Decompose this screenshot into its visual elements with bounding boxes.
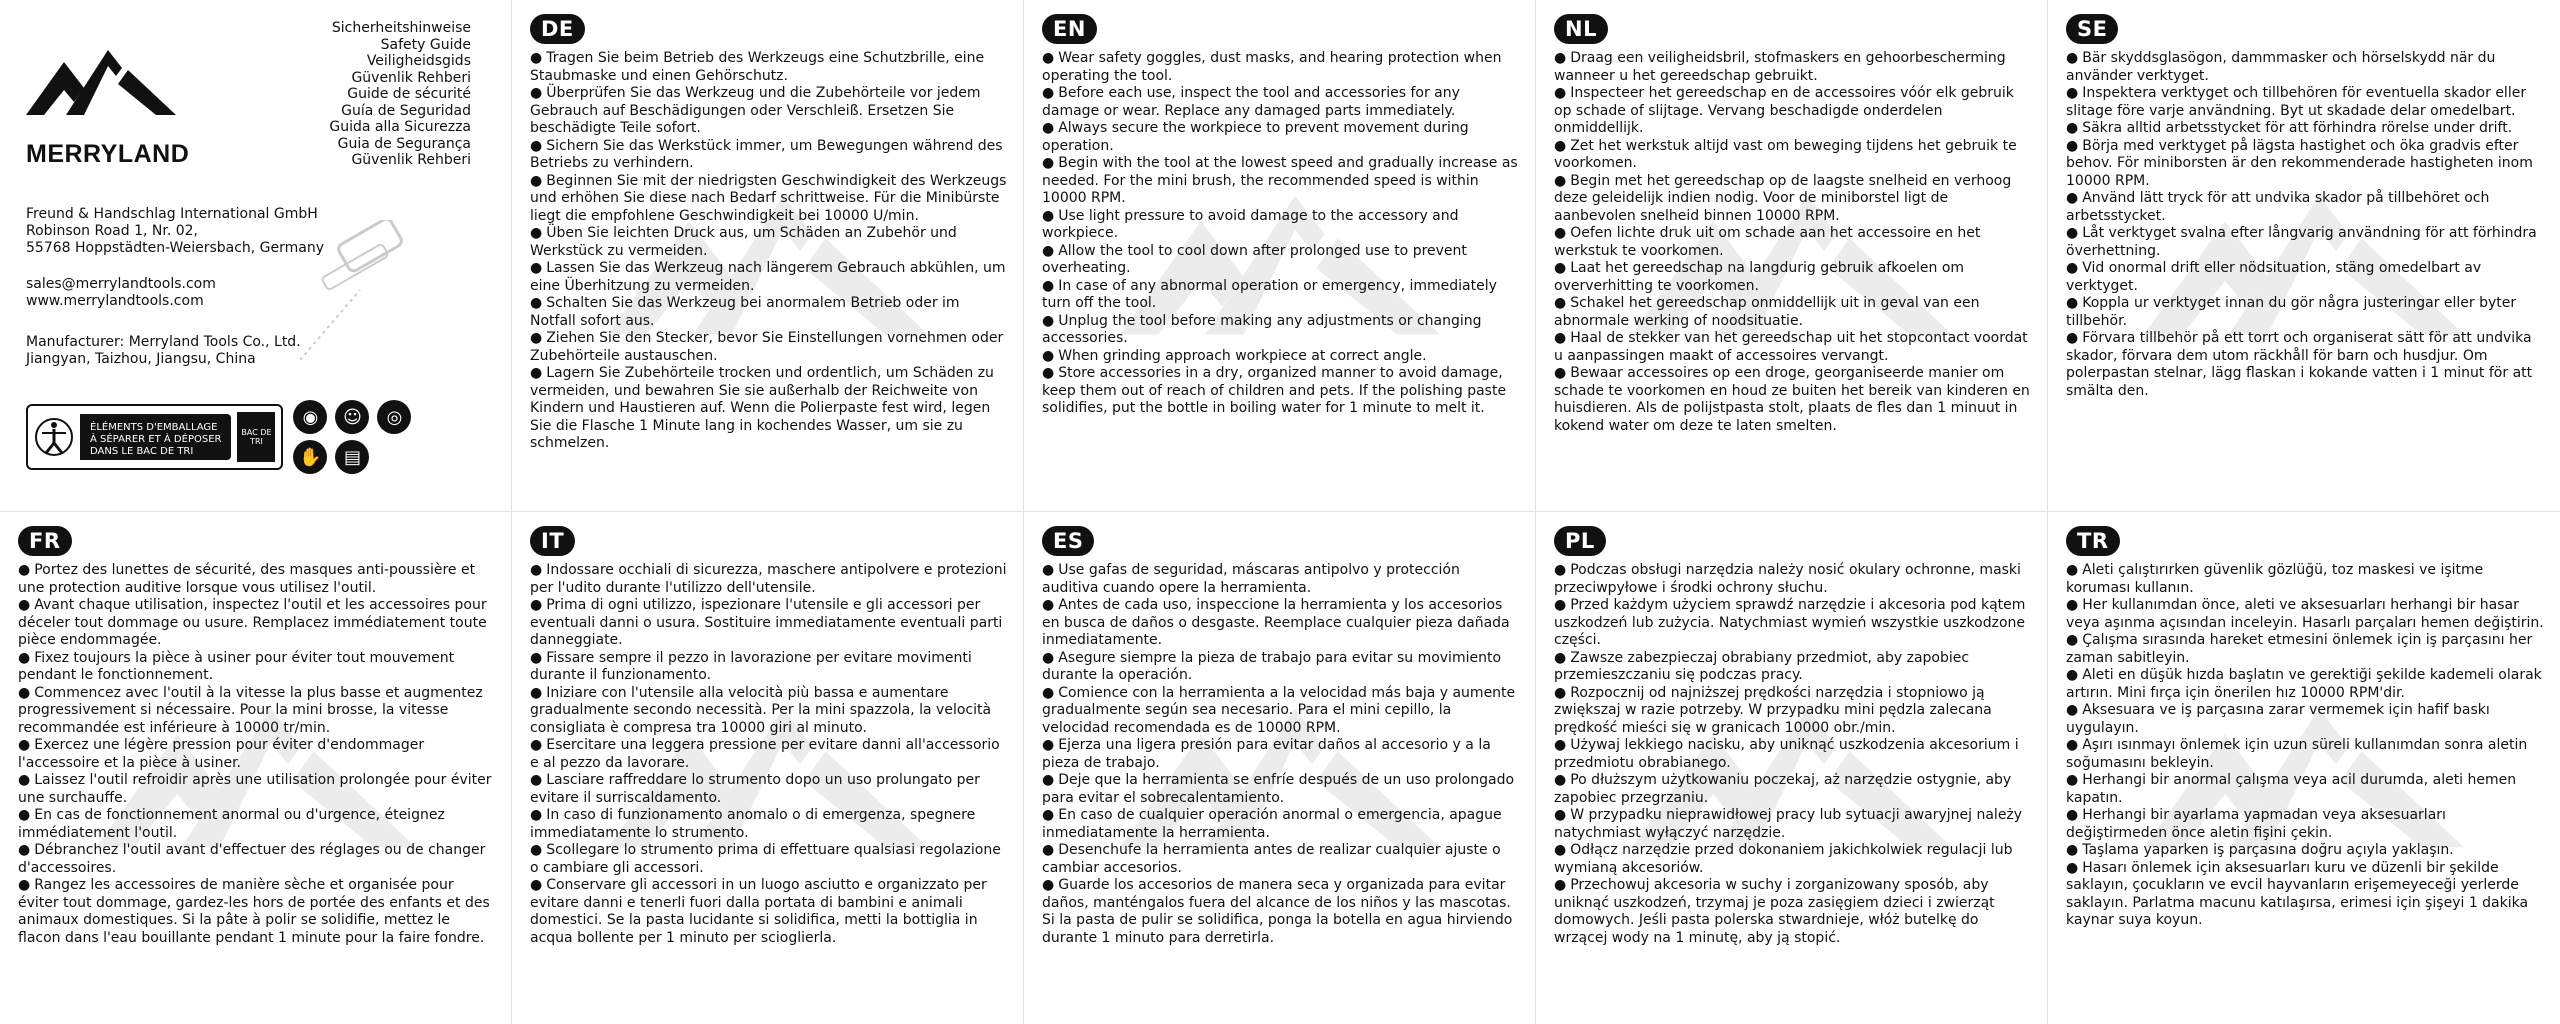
wear-ear-protection-icon: ◎ [377,400,411,434]
safety-item: ● Iniziare con l'utensile alla velocità più bassa e aumentare gradualmente secondo necessità. Per la mini spazzola, la velocità consigliata è compresa tra 10000 giri al minuto. [530,685,1007,738]
safety-item: ● Haal de stekker van het gereedschap uit het stopcontact voordat u aanpassingen maakt of accessoires vervangt. [1554,330,2031,365]
packaging-instructions [80,414,231,460]
safety-item: ● Lasciare raffreddare lo strumento dopo un uso prolungato per evitare il surriscaldamento. [530,772,1007,807]
ppe-symbols [293,400,413,474]
safety-item: ● Draag een veiligheidsbril, stofmaskers en gehoorbescherming wanneer u het gereedschap gebruikt. [1554,50,2031,85]
safety-item: ● Débranchez l'outil avant d'effectuer des réglages ou de changer d'accessoires. [18,842,495,877]
address-line: Freund & Handschlag International GmbH [26,206,318,222]
safety-item: ● Låt verktyget svalna efter långvarig användning för att förhindra överhettning. [2066,225,2544,260]
safety-item: ● Antes de cada uso, inspeccione la herramienta y los accesorios en busca de daños o desgaste. Reemplace cualquier pieza dañada inmediatamente. [1042,597,1519,650]
address-line: Robinson Road 1, Nr. 02, [26,223,198,239]
safety-item: ● Zawsze zabezpieczaj obrabiany przedmiot, aby zapobiec przemieszczaniu się podczas pracy. [1554,650,2031,685]
safety-item: ● Use light pressure to avoid damage to the accessory and workpiece. [1042,208,1519,243]
safety-item: ● Oefen lichte druk uit om schade aan het accessoire en het werkstuk te voorkomen. [1554,225,2031,260]
safety-item: ● Always secure the workpiece to prevent movement during operation. [1042,120,1519,155]
safety-item: ● Rozpocznij od najniższej prędkości narzędzia i stopniowo ją zwiększaj w razie potrzeby. W przypadku mini pędzla zalecana prędkość mieści się w granicach 10000 obr./min. [1554,685,2031,738]
language-badge: EN [1042,14,1097,44]
guide-title: Güvenlik Rehberi [351,152,471,168]
safety-item: ● Fixez toujours la pièce à usiner pour éviter tout mouvement pendant le fonctionnement. [18,650,495,685]
language-badge: DE [530,14,585,44]
guide-title: Guida alla Sicurezza [329,119,471,135]
safety-item: ● Indossare occhiali di sicurezza, maschere antipolvere e protezioni per l'udito durante l'utilizzo dell'utensile. [530,562,1007,597]
website-text: www.merrylandtools.com [26,293,204,309]
packaging-line: ÉLÉMENTS D'EMBALLAGE [90,422,218,433]
safety-item: ● Fissare sempre il pezzo in lavorazione per evitare movimenti durante il funzionamento. [530,650,1007,685]
safety-item: ● Używaj lekkiego nacisku, aby uniknąć uszkodzenia akcesorium i przedmiotu obrabianego. [1554,737,2031,772]
read-manual-icon: ▤ [335,440,369,474]
address-line: 55768 Hoppstädten-Weiersbach, Germany [26,240,325,256]
safety-item: ● Scollegare lo strumento prima di effettuare qualsiasi regolazione o cambiare gli accessori. [530,842,1007,877]
safety-item: ● Desenchufe la herramienta antes de realizar cualquier ajuste o cambiar accesorios. [1042,842,1519,877]
safety-item: ● Laat het gereedschap na langdurig gebruik afkoelen om oververhitting te voorkomen. [1554,260,2031,295]
guide-title: Sicherheitshinweise [331,20,471,36]
sorting-bin-icon: BAC DE TRI [237,412,275,462]
guide-title: Guía de Seguridad [341,102,471,119]
safety-item: ● Rangez les accessoires de manière sèche et organisée pour éviter tout dommage, gardez-les hors de portée des enfants et des animaux domestiques. Si la pâte à polir se solidifie, mettez le flacon dans l'eau bouillante pendant 1 minute pour la faire fondre. [18,877,495,947]
manufacturer-line: Jiangyan, Taizhou, Jiangsu, China [26,351,256,367]
safety-list [1042,50,1519,418]
safety-item: ● Taşlama yaparken iş parçasına doğru açıyla yaklaşın. [2066,842,2544,860]
safety-list [530,562,1007,947]
section-es [1024,512,1536,1024]
language-badge: FR [18,526,72,556]
safety-list [1554,562,2031,947]
section-it [512,512,1024,1024]
packaging-line: À SÉPARER ET À DÉPOSER [90,434,222,445]
safety-item: ● Aleti en düşük hızda başlatın ve gerektiği şekilde kademeli olarak artırın. Mini fırça için önerilen hız 10000 RPM'dir. [2066,667,2544,702]
safety-item: ● Überprüfen Sie das Werkzeug und die Zubehörteile vor jedem Gebrauch auf Beschädigungen oder Verschleiß. Ersetzen Sie beschädigte Teile sofort. [530,85,1007,138]
safety-item: ● Her kullanımdan önce, aleti ve aksesuarları herhangi bir hasar veya aşınma açısından inceleyin. Hasarlı parçaları hemen değiştirin. [2066,597,2544,632]
safety-item: ● Schalten Sie das Werkzeug bei anormalem Betrieb oder im Notfall sofort aus. [530,295,1007,330]
safety-item: ● Vid onormal drift eller nödsituation, stäng omedelbart av verktyget. [2066,260,2544,295]
safety-item: ● Commencez avec l'outil à la vitesse la plus basse et augmentez progressivement si nécessaire. Pour la mini brosse, la vitesse recommandée est inférieure à 10000 tr/min. [18,685,495,738]
safety-list [18,562,495,947]
safety-item: ● Beginnen Sie mit der niedrigsten Geschwindigkeit des Werkzeugs und erhöhen Sie diese nach Bedarf schrittweise. Für die Minibürste liegt die empfohlene Geschwindigkeit bei 10000 U/min. [530,173,1007,226]
section-tr [2048,512,2560,1024]
safety-item: ● Inspektera verktyget och tillbehören för eventuella skador eller slitage före varje användning. Byt ut skadade delar omedelbart. [2066,85,2544,120]
safety-item: ● Sichern Sie das Werkstück immer, um Bewegungen während des Betriebs zu verhindern. [530,138,1007,173]
safety-item: ● Conservare gli accessori in un luogo asciutto e organizzato per evitare danni e tenerli fuori dalla portata di bambini e animali domestici. Se la pasta lucidante si solidifica, metti la bottiglia in acqua bollente per 1 minuto per scioglierla. [530,877,1007,947]
safety-item: ● Podczas obsługi narzędzia należy nosić okulary ochronne, maski przeciwpyłowe i środki ochrony słuchu. [1554,562,2031,597]
safety-item: ● Säkra alltid arbetsstycket för att förhindra rörelse under drift. [2066,120,2544,138]
safety-item: ● En cas de fonctionnement anormal ou d'urgence, éteignez immédiatement l'outil. [18,807,495,842]
safety-item: ● Hasarı önlemek için aksesuarları kuru ve düzenli bir şekilde saklayın, çocukların ve evcil hayvanların erişemeyeceği yerlerde saklayın. Parlatma macunu katılaşırsa, erimesi için şişeyi 1 dakika kaynar suya koyun. [2066,860,2544,930]
safety-item: ● Przechowuj akcesoria w suchy i zorganizowany sposób, aby uniknąć uszkodzeń, trzymaj je poza zasięgiem dzieci i zwierząt domowych. Jeśli pasta polerska stwardnieje, włóż butelkę do wrzącej wody na 1 minutę, aby ją stopić. [1554,877,2031,947]
safety-item: ● Store accessories in a dry, organized manner to avoid damage, keep them out of reach of children and pets. If the polishing paste solidifies, put the bottle in boiling water for 1 minute to melt it. [1042,365,1519,418]
guide-title: Guia de Segurança [337,135,471,152]
safety-list [530,50,1007,453]
safety-item: ● Zet het werkstuk altijd vast om beweging tijdens het gebruik te voorkomen. [1554,138,2031,173]
safety-item: ● Herhangi bir anormal çalışma veya acil durumda, aleti hemen kapatın. [2066,772,2544,807]
safety-item: ● Prima di ogni utilizzo, ispezionare l'utensile e gli accessori per eventuali danni o usura. Sostituire immediatamente eventuali parti danneggiate. [530,597,1007,650]
safety-item: ● Börja med verktyget på lägsta hastighet och öka gradvis efter behov. För miniborsten är den rekommenderade hastigheten inom 10000 RPM. [2066,138,2544,191]
importer-address [26,206,324,257]
manufacturer-line: Manufacturer: Merryland Tools Co., Ltd. [26,334,301,350]
section-fr [0,512,512,1024]
safety-item: ● Avant chaque utilisation, inspectez l'outil et les accessoires pour déceler tout dommage ou usure. Remplacez immédiatement toute pièce endommagée. [18,597,495,650]
triman-recycling-label [26,404,283,470]
section-pl [1536,512,2048,1024]
safety-item: ● Çalışma sırasında hareket etmesini önlemek için iş parçasını her zaman sabitleyin. [2066,632,2544,667]
safety-list [1042,562,1519,947]
safety-item: ● Koppla ur verktyget innan du gör några justeringar eller byter tillbehör. [2066,295,2544,330]
safety-item: ● Aksesuara ve iş parçasına zarar vermemek için hafif baskı uygulayın. [2066,702,2544,737]
safety-item: ● Esercitare una leggera pressione per evitare danni all'accessorio e al pezzo da lavorare. [530,737,1007,772]
section-se [2048,0,2560,512]
safety-item: ● Aşırı ısınmayı önlemek için uzun süreli kullanımdan sonra aletin soğumasını bekleyin. [2066,737,2544,772]
safety-item: ● Förvara tillbehör på ett torrt och organiserat sätt för att undvika skador, förvara dem utom räckhåll för barn och husdjur. Om polerpastan stelnar, lägg flaskan i kokande vatten i 1 minut för att smälta den. [2066,330,2544,400]
language-badge: NL [1554,14,1608,44]
safety-item: ● Schakel het gereedschap onmiddellijk uit in geval van een abnormale werking of noodsituatie. [1554,295,2031,330]
email-text: sales@merrylandtools.com [26,276,216,292]
safety-item: ● Ejerza una ligera presión para evitar daños al accesorio y a la pieza de trabajo. [1042,737,1519,772]
packaging-line: DANS LE BAC DE TRI [90,446,194,457]
section-de [512,0,1024,512]
language-badge: TR [2066,526,2120,556]
guide-titles [329,20,471,169]
contact-info [26,276,216,310]
safety-item: ● Exercez une légère pression pour éviter d'endommager l'accessoire et la pièce à usiner. [18,737,495,772]
safety-item: ● Before each use, inspect the tool and accessories for any damage or wear. Replace any damaged parts immediately. [1042,85,1519,120]
safety-list [2066,50,2544,400]
triman-icon [34,415,74,459]
safety-item: ● Allow the tool to cool down after prolonged use to prevent overheating. [1042,243,1519,278]
section-nl [1536,0,2048,512]
section-en [1024,0,1536,512]
safety-item: ● Tragen Sie beim Betrieb des Werkzeugs eine Schutzbrille, eine Staubmaske und einen Gehörschutz. [530,50,1007,85]
safety-item: ● Inspecteer het gereedschap en de accessoires vóór elk gebruik op schade of slijtage. Vervang beschadigde onderdelen onmiddellijk. [1554,85,2031,138]
safety-item: ● Bär skyddsglasögon, dammmasker och hörselskydd när du använder verktyget. [2066,50,2544,85]
safety-item: ● Wear safety goggles, dust masks, and hearing protection when operating the tool. [1042,50,1519,85]
safety-item: ● Deje que la herramienta se enfríe después de un uso prolongado para evitar el sobrecalentamiento. [1042,772,1519,807]
safety-item: ● Comience con la herramienta a la velocidad más baja y aumente gradualmente según sea necesario. Para el mini cepillo, la velocidad recomendada es de 10000 RPM. [1042,685,1519,738]
wear-gloves-icon: ✋ [293,440,327,474]
brand-name: MERRYLAND [26,140,190,168]
manufacturer-info [26,334,301,368]
safety-item: ● W przypadku nieprawidłowej pracy lub sytuacji awaryjnej należy natychmiast wyłączyć narzędzie. [1554,807,2031,842]
safety-item: ● Use gafas de seguridad, máscaras antipolvo y protección auditiva cuando opere la herramienta. [1042,562,1519,597]
safety-item: ● Portez des lunettes de sécurité, des masques anti-poussière et une protection auditive lorsque vous utilisez l'outil. [18,562,495,597]
safety-item: ● In caso di funzionamento anomalo o di emergenza, spegnere immediatamente lo strumento. [530,807,1007,842]
safety-item: ● Ziehen Sie den Stecker, bevor Sie Einstellungen vornehmen oder Zubehörteile austauschen. [530,330,1007,365]
mountain-logo-icon [26,40,176,140]
safety-item: ● Przed każdym użyciem sprawdź narzędzie i akcesoria pod kątem uszkodzeń lub zużycia. Natychmiast wymień wszystkie uszkodzone części. [1554,597,2031,650]
wear-goggles-icon: ◉ [293,400,327,434]
language-badge: PL [1554,526,1606,556]
wear-mask-icon: ☺ [335,400,369,434]
guide-title: Guide de sécurité [347,86,471,102]
safety-item: ● Üben Sie leichten Druck aus, um Schäden an Zubehör und Werkstück zu vermeiden. [530,225,1007,260]
guide-title: Güvenlik Rehberi [351,69,471,86]
safety-item: ● Herhangi bir ayarlama yapmadan veya aksesuarları değiştirmeden önce aletin fişini çekin. [2066,807,2544,842]
guide-title: Veiligheidsgids [366,53,471,69]
safety-list [1554,50,2031,435]
safety-item: ● Begin with the tool at the lowest speed and gradually increase as needed. For the mini brush, the recommended speed is within 10000 RPM. [1042,155,1519,208]
language-badge: ES [1042,526,1094,556]
brand-logo [26,40,190,169]
safety-item: ● Begin met het gereedschap op de laagste snelheid en verhoog deze geleidelijk indien nodig. Voor de miniborstel ligt de aanbevolen snelheid binnen 10000 RPM. [1554,173,2031,226]
safety-item: ● En caso de cualquier operación anormal o emergencia, apague inmediatamente la herramienta. [1042,807,1519,842]
guide-title: Safety Guide [380,36,471,53]
safety-item: ● Aleti çalıştırırken güvenlik gözlüğü, toz maskesi ve işitme koruması kullanın. [2066,562,2544,597]
language-badge: IT [530,526,575,556]
safety-item: ● Po dłuższym użytkowaniu poczekaj, aż narzędzie ostygnie, aby zapobiec przegrzaniu. [1554,772,2031,807]
compliance-symbols [26,400,413,474]
safety-item: ● Asegure siempre la pieza de trabajo para evitar su movimiento durante la operación. [1042,650,1519,685]
safety-item: ● When grinding approach workpiece at correct angle. [1042,348,1519,366]
safety-item: ● Odłącz narzędzie przed dokonaniem jakichkolwiek regulacji lub wymianą akcesoriów. [1554,842,2031,877]
safety-list [2066,562,2544,930]
safety-item: ● Lassen Sie das Werkzeug nach längerem Gebrauch abkühlen, um eine Überhitzung zu vermeiden. [530,260,1007,295]
cover-panel [0,0,512,512]
safety-item: ● Unplug the tool before making any adjustments or changing accessories. [1042,313,1519,348]
language-badge: SE [2066,14,2118,44]
safety-item: ● In case of any abnormal operation or emergency, immediately turn off the tool. [1042,278,1519,313]
safety-item: ● Lagern Sie Zubehörteile trocken und ordentlich, um Schäden zu vermeiden, und bewahren Sie sie außerhalb der Reichweite von Kindern und Haustieren auf. Wenn die Polierpaste fest wird, legen Sie die Flasche 1 Minute lang in kochendes Wasser, um sie zu schmelzen. [530,365,1007,453]
safety-item: ● Bewaar accessoires op een droge, georganiseerde manier om schade te voorkomen en houd ze buiten het bereik van kinderen en huisdieren. Als de polijstpasta stolt, plaats de fles dan 1 minuut in kokend water om deze te laten smelten. [1554,365,2031,435]
safety-item: ● Använd lätt tryck för att undvika skador på tillbehöret och arbetsstycket. [2066,190,2544,225]
safety-item: ● Guarde los accesorios de manera seca y organizada para evitar daños, manténgalos fuera del alcance de los niños y las mascotas. Si la pasta de pulir se solidifica, ponga la botella en agua hirviendo durante 1 minuto para derretirla. [1042,877,1519,947]
safety-item: ● Laissez l'outil refroidir après une utilisation prolongée pour éviter une surchauffe. [18,772,495,807]
